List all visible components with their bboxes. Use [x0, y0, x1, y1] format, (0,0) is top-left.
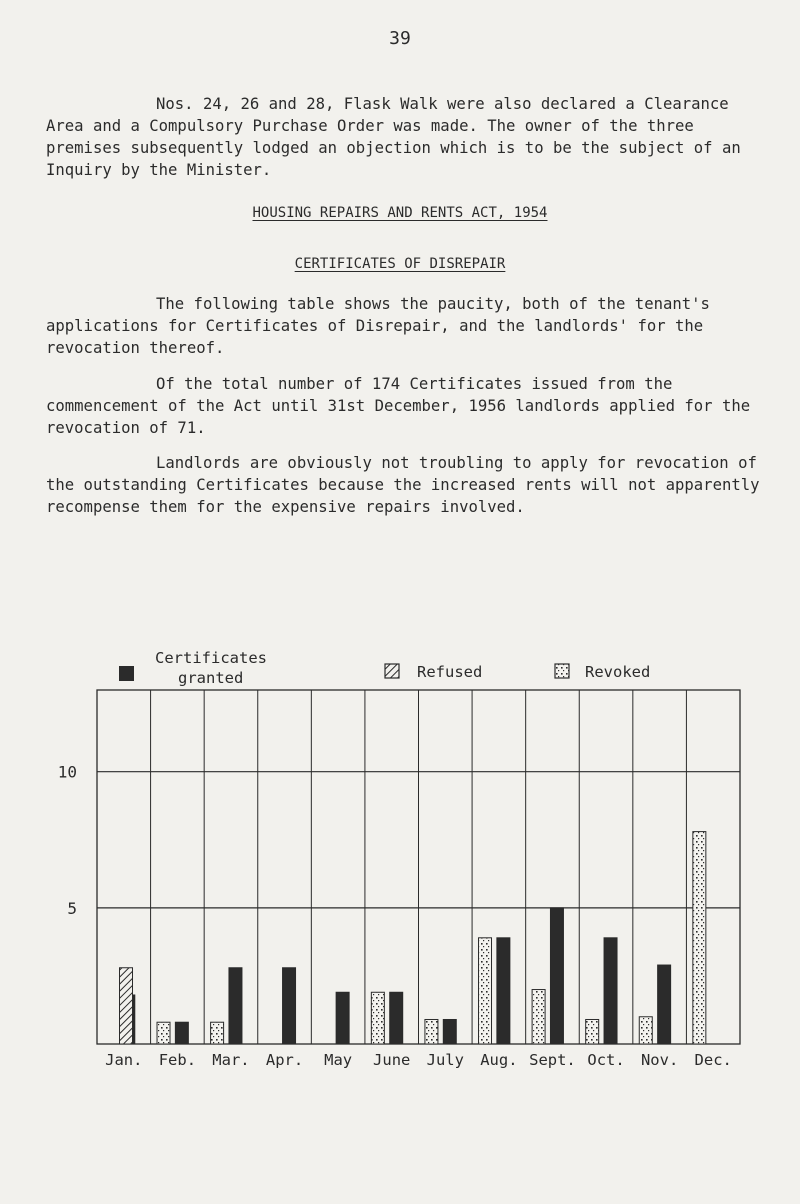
- sub-heading-text: CERTIFICATES OF DISREPAIR: [294, 256, 506, 272]
- legend-refused-label: Refused: [417, 663, 483, 681]
- bar-solid: [175, 1022, 188, 1044]
- y-tick-label: 10: [57, 762, 77, 782]
- legend-revoked-label: Revoked: [585, 663, 651, 681]
- x-tick-label: Nov.: [640, 1051, 679, 1069]
- bar-solid: [658, 965, 671, 1044]
- paragraph-total: Of the total number of 174 Certificates issued from the commencement of the Act until 31st December, 1956 landlords applied for the revocation of 71.: [46, 375, 751, 437]
- bar-dotted: [639, 1017, 652, 1044]
- bar-solid: [390, 992, 403, 1044]
- bar-solid: [283, 968, 296, 1044]
- legend-granted-swatch: [119, 666, 134, 681]
- bar-solid: [229, 968, 242, 1044]
- bar-solid: [550, 908, 563, 1044]
- bar-solid: [443, 1019, 456, 1044]
- bar-dotted: [479, 938, 492, 1044]
- bar-dotted: [425, 1019, 438, 1044]
- x-tick-label: May: [324, 1051, 353, 1069]
- legend-revoked-swatch: [555, 664, 569, 678]
- x-tick-label: Jan.: [105, 1051, 143, 1069]
- bar-solid: [336, 992, 349, 1044]
- paragraph-flask-walk: Nos. 24, 26 and 28, Flask Walk were also declared a Clearance Area and a Compulsory Purchase Order was made. The owner of the three premises subsequently lodged an objection which is to be the subject of an Inquiry by the Minister.: [46, 95, 741, 179]
- bar-hatched: [120, 968, 133, 1044]
- bar-dotted: [371, 992, 384, 1044]
- bar-dotted: [586, 1019, 599, 1044]
- x-tick-label: Feb.: [158, 1051, 197, 1069]
- bar-dotted: [157, 1022, 170, 1044]
- section-heading-text: HOUSING REPAIRS AND RENTS ACT, 1954: [252, 205, 548, 221]
- x-tick-label: Apr.: [265, 1051, 304, 1069]
- bar-dotted: [693, 832, 706, 1044]
- page-number: 39: [389, 28, 411, 49]
- bar-dotted: [532, 990, 545, 1044]
- legend-refused-swatch: [385, 664, 399, 678]
- x-tick-label: Oct.: [587, 1051, 625, 1069]
- x-tick-label: Dec.: [694, 1051, 732, 1069]
- bar-dotted: [211, 1022, 224, 1044]
- legend-granted-label-1: Certificates: [155, 649, 267, 667]
- bar-solid: [604, 938, 617, 1044]
- paragraph-paucity: The following table shows the paucity, both of the tenant's applications for Certificates of Disrepair, and the landlords' for the revocation thereof.: [46, 295, 710, 357]
- x-tick-label: Aug.: [480, 1051, 518, 1069]
- x-tick-label: July: [426, 1051, 464, 1069]
- y-tick-label: 5: [67, 898, 77, 918]
- legend-granted-label-2: granted: [178, 669, 244, 687]
- x-tick-label: Sept.: [529, 1051, 576, 1069]
- bar-solid: [497, 938, 510, 1044]
- x-tick-label: June: [373, 1051, 411, 1069]
- x-tick-label: Mar.: [212, 1051, 250, 1069]
- paragraph-landlords: Landlords are obviously not troubling to apply for revocation of the outstanding Certificates because the increased rents will not apparently recompense them for the expensive repairs involved.: [46, 454, 760, 516]
